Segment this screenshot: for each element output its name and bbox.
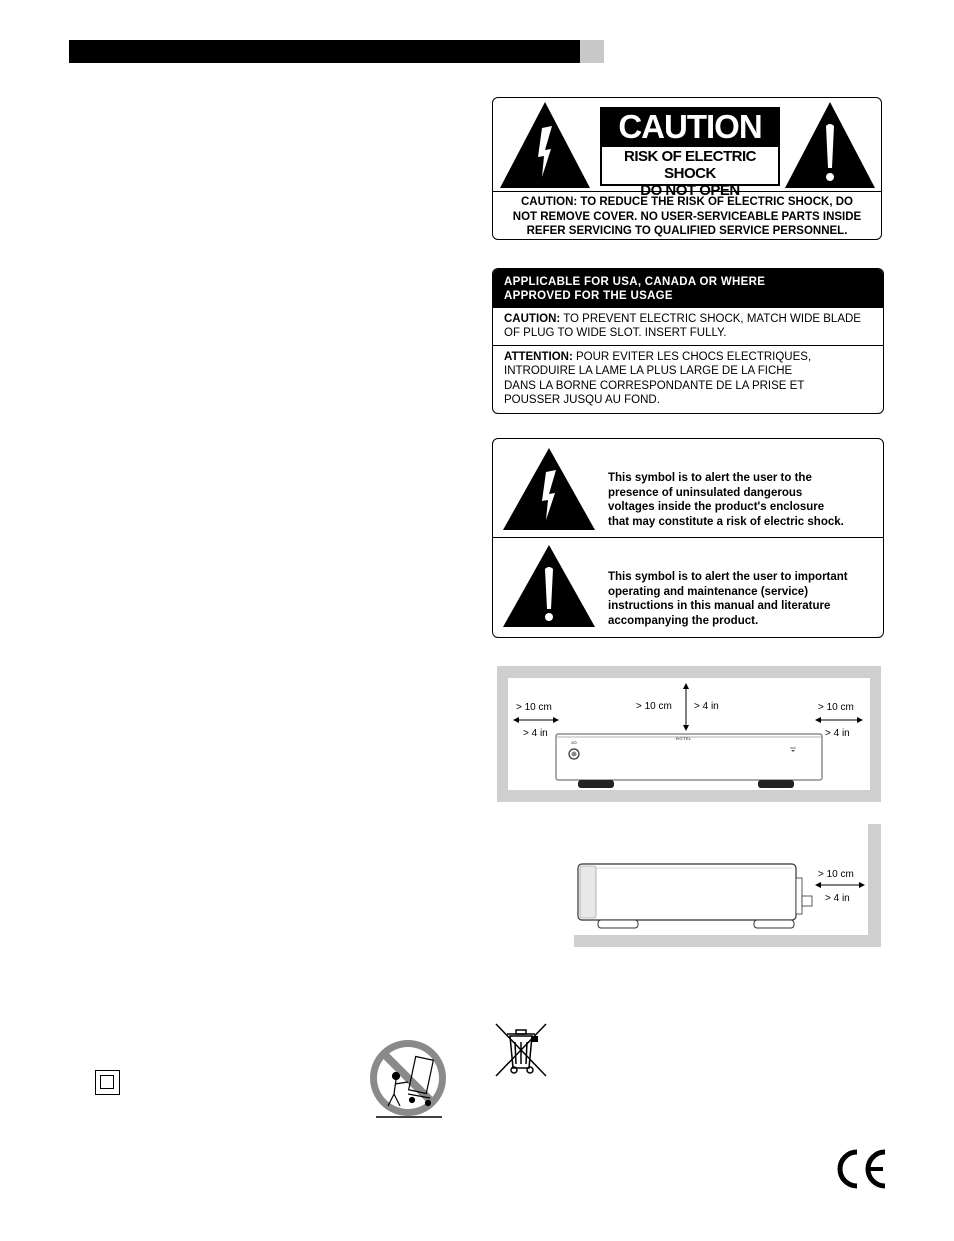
top-clearance-in: > 4 in [694, 701, 719, 712]
plug-heading-line: APPLICABLE FOR USA, CANADA OR WHERE [504, 276, 766, 288]
caution-title: CAUTION [600, 107, 780, 145]
lightning-desc-line: voltages inside the product's enclosure [608, 501, 825, 514]
right-clearance-in: > 4 in [825, 728, 850, 739]
top-clearance-cm: > 10 cm [636, 701, 672, 712]
class-ii-inner-square [100, 1075, 114, 1089]
plug-divider [493, 345, 884, 346]
brand-logo: ROTEL [676, 736, 692, 741]
plug-attention-text [504, 350, 882, 408]
left-clearance-in: > 4 in [523, 728, 548, 739]
plug-attention-line: POUSSER JUSQU AU FOND. [504, 394, 660, 407]
plug-label-heading [493, 269, 884, 308]
exclaim-desc-line: This symbol is to alert the user to important [608, 571, 848, 583]
symbols-divider [492, 537, 884, 538]
caution-subtitle-line: DO NOT OPEN [640, 182, 740, 199]
plug-caution-line: OF PLUG TO WIDE SLOT. INSERT FULLY. [504, 327, 727, 339]
plug-attention-line: POUR EVITER LES CHOCS ELECTRIQUES, [572, 351, 812, 363]
exclamation-symbol-description [608, 570, 880, 628]
right-clearance-cm: > 10 cm [818, 702, 854, 713]
caution-subtitle-line: RISK OF ELECTRIC SHOCK [623, 148, 756, 182]
plug-caution-text [504, 312, 882, 340]
cart-tip-over-warning-icon [368, 1038, 448, 1120]
caution-text [495, 195, 879, 239]
rear-clearance-cm: > 10 cm [818, 869, 854, 880]
exclamation-warning-icon [503, 545, 595, 627]
exclaim-desc-line: accompanying the product. [608, 614, 759, 627]
lightning-symbol-description [608, 471, 880, 529]
lightning-desc-line: This symbol is to alert the user to the [608, 472, 812, 484]
plug-attention-bold: ATTENTION: [504, 351, 573, 363]
lightning-warning-icon [503, 448, 595, 530]
plug-attention-line: INTRODUIRE LA LAME LA PLUS LARGE DE LA FICHE [504, 365, 793, 378]
caution-text-line: NOT REMOVE COVER. NO USER-SERVICEABLE PARTS INSIDE [512, 210, 862, 223]
svg-text:I/O: I/O [571, 740, 577, 745]
weee-crossed-bin-icon [494, 1022, 548, 1078]
header-bar [69, 40, 580, 63]
caution-subtitle [600, 145, 780, 199]
lightning-desc-line: presence of uninsulated dangerous [608, 486, 803, 499]
exclaim-desc-line: operating and maintenance (service) [608, 585, 809, 598]
plug-label [492, 268, 884, 414]
exclaim-desc-line: instructions in this manual and literature [608, 600, 831, 613]
ce-mark-icon [833, 1148, 889, 1190]
plug-caution-bold: CAUTION: [504, 313, 561, 325]
caution-text-line: REFER SERVICING TO QUALIFIED SERVICE PERSONNEL. [526, 225, 848, 237]
header-tab [580, 40, 604, 63]
plug-caution-line: TO PREVENT ELECTRIC SHOCK, MATCH WIDE BLADE [560, 313, 861, 325]
lightning-desc-line: that may constitute a risk of electric shock. [608, 515, 844, 528]
lightning-warning-icon [500, 102, 590, 188]
plug-attention-line: DANS LA BORNE CORRESPONDANTE DE LA PRISE ET [504, 379, 805, 392]
caution-text-line: CAUTION: TO REDUCE THE RISK OF ELECTRIC SHOCK, DO [520, 196, 854, 208]
side-clearance-wall [868, 824, 881, 947]
caution-divider [492, 191, 882, 192]
plug-heading-line: APPROVED FOR THE USAGE [504, 290, 673, 302]
caution-header [600, 107, 780, 199]
exclamation-warning-icon [785, 102, 875, 188]
rear-clearance-in: > 4 in [825, 893, 850, 904]
class-ii-double-insulation-icon [95, 1070, 120, 1095]
left-clearance-cm: > 10 cm [516, 702, 552, 713]
side-clearance-floor [574, 935, 881, 947]
